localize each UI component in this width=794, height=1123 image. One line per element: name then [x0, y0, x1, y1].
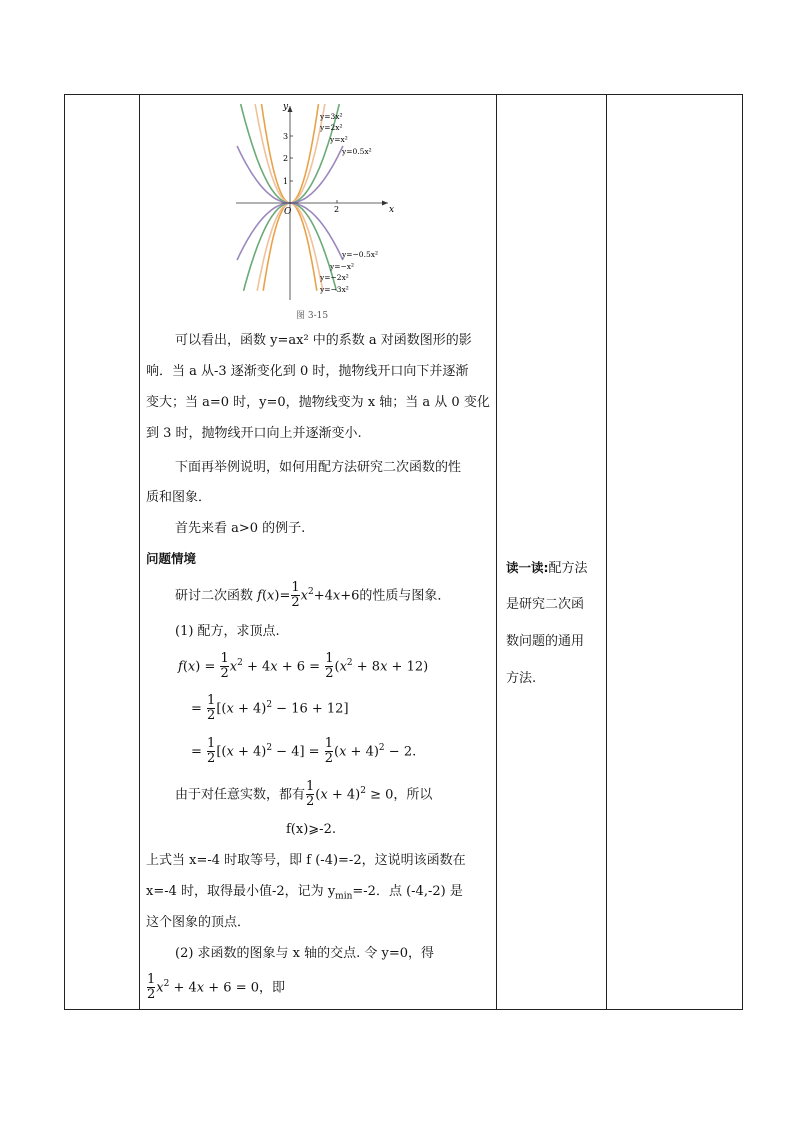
step-line: (2) 求函数的图象与 x 轴的交点. 令 y=0，得 [175, 946, 435, 961]
curve-label: y=x² [330, 135, 348, 144]
column-divider [606, 95, 607, 1009]
curve-label: y=−2x² [320, 273, 349, 282]
equation-line: $\frac{1}{2}$ $x^2 + 4x + 6 = 0$，即 [147, 972, 286, 1003]
section-heading: 问题情境 [146, 551, 197, 566]
x-axis-label: x [389, 205, 395, 215]
parabola-figure [226, 100, 396, 322]
paragraph-line: 下面再举例说明，如何用配方法研究二次函数的性 [175, 460, 462, 475]
curve-label: y=3x² [320, 112, 343, 121]
paragraph-line: 变大；当 a=0 时，y=0，抛物线变为 x 轴；当 a 从 0 变化 [146, 395, 490, 410]
x-axis-arrow [382, 201, 388, 206]
curve-label: y=−0.5x² [342, 250, 378, 259]
paragraph-line: 响．当 a 从-3 逐渐变化到 0 时，抛物线开口向下并逐渐 [146, 364, 469, 379]
paragraph-line: 到 3 时，抛物线开口向上并逐渐变小. [146, 426, 362, 441]
y-tick-label: 3 [283, 132, 289, 141]
y-tick-label: 2 [283, 154, 289, 163]
column-divider [496, 95, 497, 1009]
study-line: 研讨二次函数 f(x)= $\frac{1}{2}$ $x^2+4x+6$的性质与图象． [175, 580, 451, 611]
formula-line: f(x) = $\frac{1}{2}$ $x^2 + 4x + 6$ = $\frac{1}{2}$ $(x^2 + 8x + 12)$ [178, 651, 429, 682]
side-note-line: 是研究二次函 [506, 597, 585, 612]
curve-label: y=−x² [330, 262, 355, 271]
x-tick-label: 2 [334, 205, 340, 214]
paragraph-line: 上式当 x=-4 时取等号，即 f (-4)=-2，这说明该函数在 [146, 853, 466, 868]
formula-line: = $\frac{1}{2}$ $[(x + 4)^2 - 16 + 12]$ [191, 693, 349, 724]
inequality: f(x)⩾-2. [286, 822, 336, 837]
side-note-line: 读一读:配方法 [506, 560, 588, 576]
since-line: 由于对任意实数，都有 $\frac{1}{2}$ $(x + 4)^2 \ge 0$，所以 [175, 779, 433, 810]
column-divider [139, 95, 140, 1009]
curve-label: y=−3x² [320, 285, 349, 294]
paragraph-line: 这个图象的顶点． [146, 915, 251, 930]
figure-caption: 图 3-15 [296, 311, 329, 321]
paragraph-line: 首先来看 a>0 的例子. [175, 521, 306, 536]
y-axis-label: y [283, 102, 289, 112]
curve-label: y=2x² [320, 123, 343, 132]
y-tick-label: 1 [283, 177, 289, 186]
paragraph-line: 可以看出，函数 y=ax² 中的系数 a 对函数图形的影 [175, 333, 472, 348]
step-line: (1) 配方，求顶点. [175, 624, 280, 639]
formula-line: = $\frac{1}{2}$ $[(x + 4)^2 - 4]$ = $\frac{1}{2}$ $(x + 4)^2 - 2$. [191, 736, 417, 767]
curve-label: y=0.5x² [342, 147, 372, 156]
paragraph-line: x=-4 时，取得最小值-2，记为 $y_{min}=-2$．点 (-4,-2) 是 [146, 884, 463, 902]
side-note-line: 数问题的通用 [506, 634, 585, 649]
paragraph-line: 质和图象． [146, 490, 212, 505]
origin-label: O [284, 207, 292, 217]
side-note-line: 方法. [506, 671, 537, 686]
y-axis-arrow [288, 106, 293, 112]
